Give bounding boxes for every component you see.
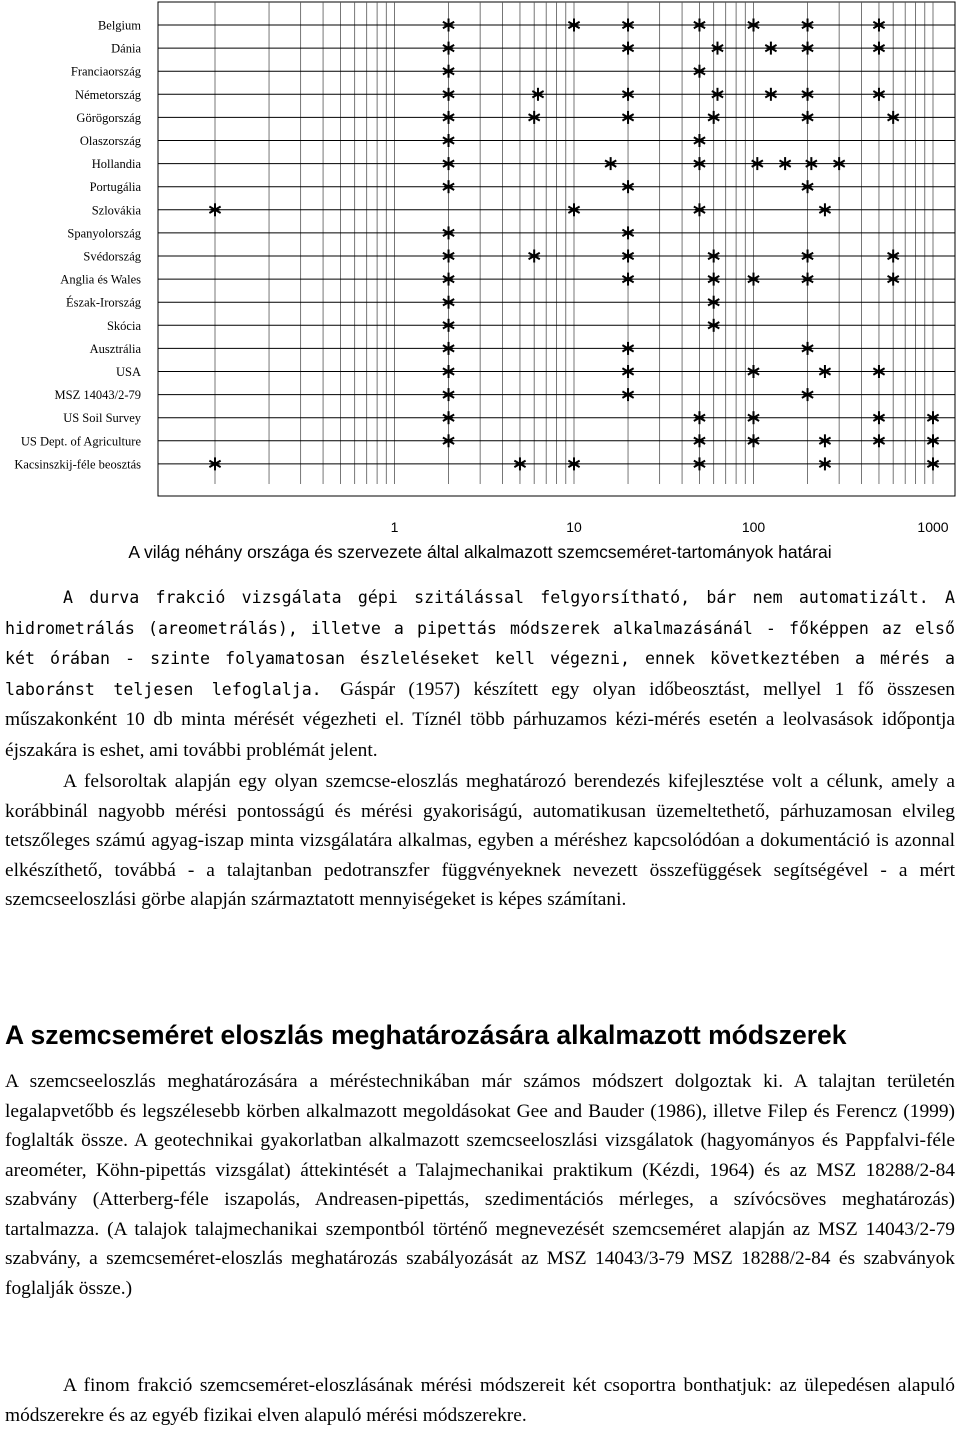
boundary-marker <box>443 111 454 124</box>
x-tick-label: 1000 <box>917 519 949 535</box>
boundary-marker <box>443 226 454 239</box>
row-label: Dánia <box>111 41 141 56</box>
boundary-marker <box>694 157 705 170</box>
paragraph-1-part-a: A durva frakció vizsgálata gépi szitálással felgyorsítható, bár nem automatizált. A hidrometrálás (areometrálás), illetve a pipettás módszerek alkalmazásánál - főképpen az első két órában - szinte folyamatosan észleléseket kell végezni, ennek következtében a mérés a laboránst teljesen lefoglalja. <box>5 588 955 699</box>
chart-title: A világ néhány országa és szervezete által alkalmazott szemcseméret-tartományok határai <box>128 542 832 562</box>
boundary-marker <box>802 250 813 263</box>
boundary-marker <box>927 411 938 424</box>
category-rows <box>14 19 955 472</box>
paragraph-4 <box>5 1371 955 1430</box>
boundary-marker <box>873 88 884 101</box>
row-label: Hollandia <box>91 157 141 172</box>
boundary-marker <box>802 180 813 193</box>
boundary-marker <box>622 388 633 401</box>
boundary-marker <box>802 42 813 55</box>
row-label: Svédország <box>83 249 141 264</box>
boundary-marker <box>694 457 705 470</box>
paragraph-3-text: A szemcseeloszlás meghatározására a méréstechnikában már számos módszert dolgoztak ki. A talajtan területén legalapvetőbb és legszélesebb körben alkalmazott megoldásokat Gee and Bauder (1986), illetve Filep és Ferencz (1999) foglalták össze. A geotechnikai gyakorlatban alkalmazott szemcseeloszlási vizsgálatok (hagyományos és Pappfalvi-féle areométer, Köhn-pipettás vizsgálat) áttekintését a Talajmechanikai praktikum (Kézdi, 1964) és az MSZ 18288/2-84 szabvány (Atterberg-féle iszapolás, Andreasen-pipettás, szedimentációs mérleges, a szívócsöves meghatározás) tartalmazza. (A talajok talajmechanikai szempontból történő megnevezését szemcseméret alapján az MSZ 14043/2-79 szabvány, a szemcseméret-eloszlás meghatározás szabályozását az MSZ 14043/3-79 MSZ 18288/2-84 és szabványok foglalják össze.) <box>5 1071 955 1299</box>
boundary-marker <box>888 273 899 286</box>
boundary-marker <box>622 365 633 378</box>
boundary-marker <box>529 111 540 124</box>
boundary-marker <box>748 434 759 447</box>
row-label: Portugália <box>89 180 141 195</box>
grain-size-chart <box>0 0 960 540</box>
boundary-marker <box>708 296 719 309</box>
boundary-marker <box>443 88 454 101</box>
boundary-marker <box>622 88 633 101</box>
boundary-marker <box>443 365 454 378</box>
row-label: Szlovákia <box>91 203 141 218</box>
boundary-marker <box>802 388 813 401</box>
row-label: US Dept. of Agriculture <box>20 434 141 449</box>
boundary-marker <box>605 157 616 170</box>
boundary-marker <box>622 342 633 355</box>
boundary-marker <box>568 19 579 32</box>
x-tick-label: 100 <box>741 519 766 535</box>
boundary-marker <box>708 273 719 286</box>
boundary-marker <box>802 273 813 286</box>
boundary-marker <box>443 157 454 170</box>
boundary-marker <box>568 203 579 216</box>
x-axis-ticks <box>391 519 960 535</box>
boundary-marker <box>819 203 830 216</box>
boundary-marker <box>622 226 633 239</box>
row-label: MSZ 14043/2-79 <box>54 388 141 403</box>
boundary-marker <box>529 250 540 263</box>
boundary-marker <box>694 19 705 32</box>
boundary-marker <box>802 88 813 101</box>
boundary-marker <box>748 365 759 378</box>
boundary-marker <box>708 250 719 263</box>
boundary-marker <box>622 111 633 124</box>
boundary-marker <box>622 19 633 32</box>
boundary-marker <box>927 457 938 470</box>
paragraph-1-part-b: Gáspár (1957) készített egy olyan időbeosztást, mellyel 1 fő összesen műszakonként 10 db minta mérését végezheti el. Tíznél több párhuzamos kézi-mérés esetén a leolvasások időpontja éjszakára is eshet, ami további problémát jelent. <box>5 678 955 761</box>
row-label: Spanyolország <box>67 226 141 241</box>
boundary-marker <box>209 203 220 216</box>
boundary-marker <box>443 42 454 55</box>
boundary-marker <box>888 111 899 124</box>
boundary-marker <box>873 411 884 424</box>
section-heading: A szemcseméret eloszlás meghatározására alkalmazott módszerek <box>5 1020 847 1050</box>
boundary-marker <box>694 203 705 216</box>
row-label: Franciaország <box>70 64 141 79</box>
boundary-marker <box>443 411 454 424</box>
boundary-markers <box>209 19 960 471</box>
boundary-marker <box>888 250 899 263</box>
boundary-marker <box>834 157 845 170</box>
boundary-marker <box>819 434 830 447</box>
boundary-marker <box>622 42 633 55</box>
row-label: Anglia és Wales <box>60 272 141 287</box>
row-label: Olaszország <box>79 134 141 148</box>
row-label: Észak-Irország <box>66 295 141 310</box>
boundary-marker <box>779 157 790 170</box>
boundary-marker <box>443 388 454 401</box>
boundary-marker <box>443 319 454 332</box>
boundary-marker <box>209 457 220 470</box>
row-label: Skócia <box>106 318 141 333</box>
boundary-marker <box>443 180 454 193</box>
paragraph-1 <box>5 583 955 766</box>
boundary-marker <box>443 296 454 309</box>
boundary-marker <box>443 250 454 263</box>
x-tick-label: 10 <box>566 519 582 535</box>
row-label: USA <box>115 365 141 379</box>
boundary-marker <box>443 19 454 32</box>
boundary-marker <box>765 42 776 55</box>
boundary-marker <box>622 180 633 193</box>
boundary-marker <box>694 434 705 447</box>
boundary-marker <box>622 273 633 286</box>
boundary-marker <box>443 273 454 286</box>
x-tick-label: 1 <box>390 519 399 535</box>
boundary-marker <box>873 19 884 32</box>
boundary-marker <box>873 434 884 447</box>
boundary-marker <box>694 65 705 78</box>
paragraph-3 <box>5 1067 955 1303</box>
boundary-marker <box>748 273 759 286</box>
paragraph-2-text: A felsoroltak alapján egy olyan szemcse-eloszlás meghatározó berendezés kifejlesztése volt a célunk, amely a korábbinál nagyobb mérési pontosságú és mérési gyakoriságú, automatikusan üzemeltethető, párhuzamosan elvileg tetszőleges számú agyag-iszap minta vizsgálatára alkalmas, egyben a méréshez kapcsolódóan a dokumentáció is azonnal elkészíthető, továbbá - a talajtanban pedotranszfer függvényeknek nevezett összefüggések segítségével - a mért szemcseeloszlási görbe alapján származtatott mennyiségeket is képes számítani. <box>5 771 955 910</box>
boundary-marker <box>694 134 705 147</box>
boundary-marker <box>708 319 719 332</box>
row-label: US Soil Survey <box>63 411 141 426</box>
boundary-marker <box>443 434 454 447</box>
boundary-marker <box>819 457 830 470</box>
row-label: Belgium <box>97 18 141 33</box>
boundary-marker <box>514 457 525 470</box>
boundary-marker <box>622 250 633 263</box>
vertical-gridlines <box>215 2 960 496</box>
boundary-marker <box>802 111 813 124</box>
boundary-marker <box>819 365 830 378</box>
boundary-marker <box>443 134 454 147</box>
boundary-marker <box>802 342 813 355</box>
row-label: Görögország <box>76 110 141 125</box>
boundary-marker <box>694 411 705 424</box>
boundary-marker <box>748 411 759 424</box>
row-label: Ausztrália <box>89 341 141 356</box>
boundary-marker <box>708 111 719 124</box>
boundary-marker <box>802 19 813 32</box>
row-label: Kacsinszkij-féle beosztás <box>14 457 141 472</box>
boundary-marker <box>443 65 454 78</box>
boundary-marker <box>873 42 884 55</box>
boundary-marker <box>927 434 938 447</box>
boundary-marker <box>748 19 759 32</box>
boundary-marker <box>765 88 776 101</box>
boundary-marker <box>443 342 454 355</box>
boundary-marker <box>873 365 884 378</box>
paragraph-2 <box>5 767 955 915</box>
row-label: Németország <box>75 87 141 102</box>
paragraph-4-text: A finom frakció szemcseméret-eloszlásának mérési módszereit két csoportra bonthatjuk: az ülepedésen alapuló módszerekre és az egyéb fizikai elven alapuló mérési módszerekre. <box>5 1375 955 1426</box>
boundary-marker <box>568 457 579 470</box>
